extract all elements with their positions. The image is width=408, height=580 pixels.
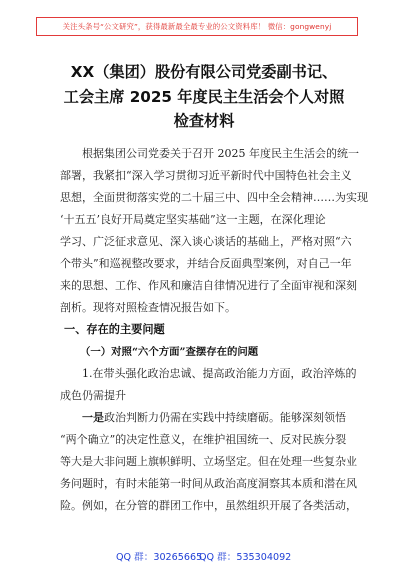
footer-qq-group-2: QQ 群：535304092 [199,552,292,563]
subsection-heading: （一）对照“六个方面”查摆存在的问题 [80,346,259,358]
detail-paragraph [60,407,356,517]
item-paragraph [60,363,356,407]
paragraph-line: 来的思想、工作、作风和廉洁自律情况进行了全面审视和深刻 [60,279,357,292]
paragraph-lead: 一是 [82,411,104,424]
paragraph-line: 等大是大非问题上旗帜鲜明、立场坚定。但在处理一些复杂业 [60,455,357,468]
paragraph-line: “两个确立”的决定性意义，在维护祖国统一、反对民族分裂 [60,433,347,446]
paragraph-line: 部署，我紧扣“深入学习贯彻习近平新时代中国特色社会主义 [60,169,352,182]
section-heading: 一、存在的主要问题 [64,323,165,336]
paragraph-line: 剖析。现将对照检查情况报告如下。 [60,301,236,314]
paragraph-line: 成色仍需提升 [60,389,126,402]
footer-qq-group-1: QQ 群：30265665 [116,552,203,563]
paragraph-line: ‘十五五’良好开局奠定坚实基础”这一主题，在深化理论 [60,213,326,226]
title-line: 工会主席 2025 年度民主生活会个人对照 [63,87,345,106]
paragraph-line: 务问题时，有时未能第一时间从政治高度洞察其本质和潜在风 [60,477,357,490]
title-line: XX（集团）股份有限公司党委副书记、 [70,63,338,81]
paragraph-line: 个带头”和巡视整改要求，并结合反面典型案例，对自己一年 [60,257,352,270]
banner-text: 关注头条号“公文研究”，获得最新最全最专业的公文资料库！ 微信：gongwenyj [62,22,332,31]
paragraph-text: 政治判断力仍需在实践中持续磨砺。能够深刻领悟 [104,411,346,424]
paragraph-line [60,407,356,429]
paragraph-line: 险。例如，在分管的群团工作中，虽然组织开展了各类活动， [60,499,357,512]
paragraph-line: 思想，全面贯彻落实党的二十届三中、四中全会精神……为实现 [60,191,368,204]
title-line: 检查材料 [173,112,235,130]
paragraph-line: 1.在带头强化政治忠诚、提高政治能力方面，政治淬炼的 [82,367,357,380]
paragraph-line: 根据集团公司党委关于召开 2025 年度民主生活会的统一 [82,147,359,160]
intro-paragraph [60,143,368,319]
top-banner [36,17,358,36]
footer [0,549,408,565]
paragraph-line: 学习、广泛征求意见、深入谈心谈话的基础上，严格对照“六 [60,235,352,248]
document-title [44,60,364,134]
